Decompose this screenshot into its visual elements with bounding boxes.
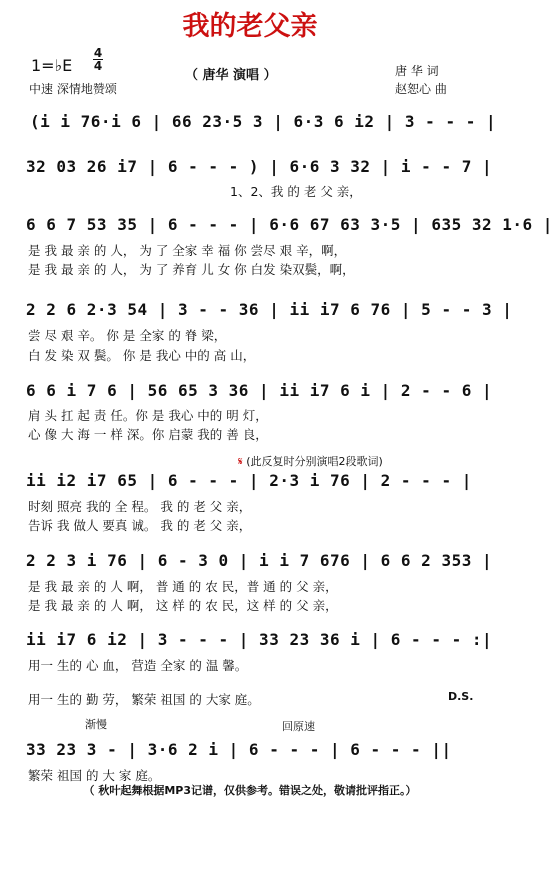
lyric-line-6b: 告诉 我 做人 要真 诚。 我 的 老 父 亲， — [28, 518, 252, 533]
segno-instruction: 𝄋 (此反复时分别演唱2段歌词) — [238, 455, 383, 468]
lyric-line-2a: 1、2、我 的 老 父 亲， — [230, 184, 362, 199]
notation-line-6: ii i2 i7 65 | 6 - - - | 2·3 i 76 | 2 - - - | — [26, 471, 472, 490]
notation-line-1: (i i 76·i 6 | 66 23·5 3 | 6·3 6 i2 | 3 - - - | — [30, 112, 497, 131]
lyric-line-9a: 繁荣 祖国 的 大 家 庭。 — [28, 768, 161, 783]
lyric-line-6a: 时刻 照亮 我的 全 程。 我 的 老 父 亲， — [28, 499, 252, 514]
notation-line-5: 6 6 i 7 6 | 56 65 3 36 | ii i7 6 i | 2 - - 6 | — [26, 381, 493, 400]
lyric-line-5b: 心 像 大 海 一 样 深。你 启蒙 我的 善 良， — [28, 427, 268, 442]
singer-credit: （ 唐华 演唱 ） — [185, 68, 277, 83]
notation-line-4: 2 2 6 2·3 54 | 3 - - 36 | ii i7 6 76 | 5 - - 3 | — [26, 300, 513, 319]
lyric-line-8b: 用一 生的 勤 劳， 繁荣 祖国 的 大家 庭。 — [28, 692, 260, 707]
notation-line-3: 6 6 7 53 35 | 6 - - - | 6·6 67 63 3·5 | 635 32 1·6 | — [26, 215, 553, 234]
lyric-line-8a: 用一 生的 心 血， 营造 全家 的 温 馨。 — [28, 658, 248, 673]
notation-line-9: 33 23 3 - | 3·6 2 i | 6 - - - | 6 - - - || — [26, 740, 452, 759]
return-tempo-marker: 回原速 — [282, 720, 315, 733]
lyric-line-3a: 是 我 最 亲 的 人， 为 了 全家 幸 福 你 尝尽 艰 辛，啊， — [28, 243, 347, 258]
tempo-marking: 中速 深情地赞颂 — [29, 82, 117, 96]
lyric-line-5a: 肩 头 扛 起 责 任。你 是 我心 中的 明 灯， — [28, 408, 268, 423]
page-title: 我的老父亲 — [182, 11, 318, 42]
lyric-line-7a: 是 我 最 亲 的 人 啊， 普 通 的 农 民，普 通 的 父 亲， — [28, 579, 338, 594]
key-signature: 1=♭E — [31, 56, 73, 75]
lyricist-credit: 唐 华 词 — [395, 64, 439, 78]
gradual-slow-marker: 渐慢 — [85, 718, 107, 731]
transcription-note: （ 秋叶起舞根据MP3记谱，仅供参考。错误之处，敬请批评指正。） — [83, 784, 417, 797]
notation-line-8: ii i7 6 i2 | 3 - - - | 33 23 36 i | 6 - - - :| — [26, 630, 493, 649]
lyric-line-3b: 是 我 最 亲 的 人， 为 了 养育 儿 女 你 白发 染双鬓，啊， — [28, 262, 355, 277]
meter-top: 4 — [93, 46, 103, 60]
ds-marker: D.S. — [448, 690, 474, 703]
notation-line-7: 2 2 3 i 76 | 6 - 3 0 | i i 7 676 | 6 6 2 353 | — [26, 551, 493, 570]
composer-credit: 赵恕心 曲 — [395, 82, 447, 96]
meter-bottom: 4 — [93, 59, 103, 73]
segno-icon: 𝄋 — [238, 455, 243, 468]
time-signature — [93, 47, 103, 72]
lyric-line-7b: 是 我 最 亲 的 人 啊， 这 样 的 农 民，这 样 的 父 亲， — [28, 598, 338, 613]
lyric-line-4b: 白 发 染 双 鬓。 你 是 我心 中的 高 山， — [28, 348, 256, 363]
lyric-line-4a: 尝 尽 艰 辛。 你 是 全家 的 脊 梁， — [28, 328, 227, 343]
notation-line-2: 32 03 26 i7 | 6 - - - ) | 6·6 3 32 | i - - 7 | — [26, 157, 493, 176]
